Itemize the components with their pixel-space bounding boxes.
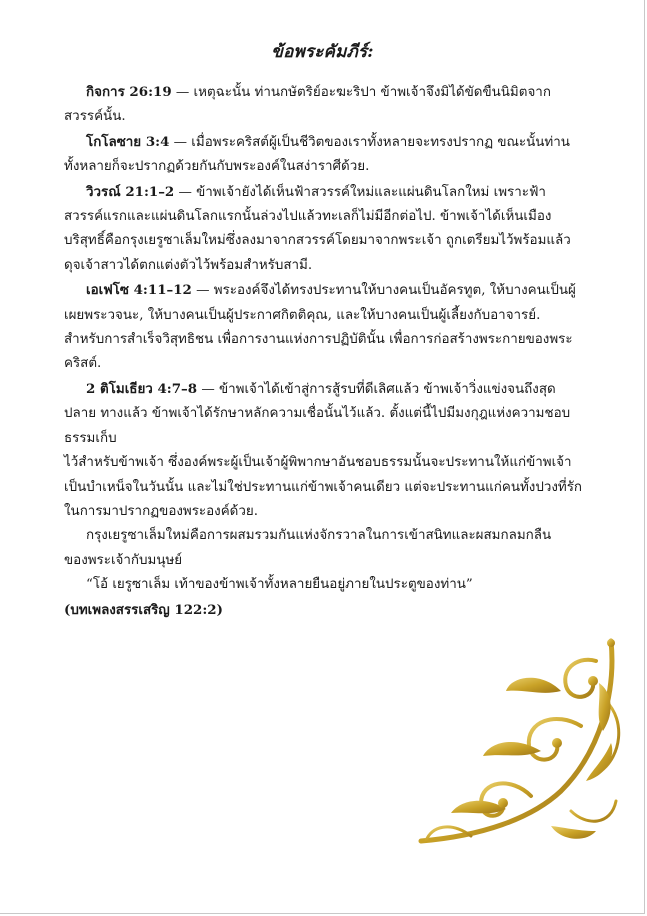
verse-acts [64,80,584,130]
statement-paragraph: กรุงเยรูซาเล็มใหม่คือการผสมรวมกันแห่งจักรวาลในการเข้าสนิทและผสมกลมกลืน [86,528,552,544]
verse-text: — พระองค์จึงได้ทรงประทานให้บางคนเป็นอัครทูต, ให้บางคนเป็นผู้เผยพระวจนะ, ให้บางคนเป็นผู้ประกาศกิตติคุณ, และให้บางคนเป็นผู้เลี้ยงกับอาจารย์. สำหรับการสำเร็จวิสุทธิชน เพื่อการงานแห่งการปฏิบัตินั้น เพื่อการก่อสร้างพระกายของพระคริสต์. [64,283,576,372]
verse-timothy [64,377,584,451]
verse-revelation [64,180,584,279]
verse-ref: วิวรณ์ 21:1–2 [86,183,175,200]
verse-ref: 2 ติโมเธียว 4:7–8 [86,380,198,397]
verse-text: — เหตุฉะนั้น ท่านกษัตริย์อะฆะริปา ข้าพเจ้าจึงมิได้ขัดขืนนิมิตจากสวรรค์นั้น. [64,85,551,125]
verse-text: — ข้าพเจ้าได้เข้าสู่การสู้รบที่ดีเลิศแล้ว ข้าพเจ้าวิ่งแข่งจนถึงสุดปลาย ทางแล้ว ข้าพเจ้าได้รักษาหลักความเชื่อนั้นไว้แล้ว. ตั้งแต่นี้ไปมีมงกุฎแห่งความชอบธรรมเก็บ [64,381,571,446]
verse-ref: เอเฟโซ 4:11–12 [86,282,192,299]
gold-floral-corner-ornament-icon [411,631,626,851]
verse-text: — เมื่อพระคริสต์ผู้เป็นชีวิตของเราทั้งหลายจะทรงปรากฏ ขณะนั้นท่านทั้งหลายก็จะปรากฏด้วยกันกับพระองค์ในสง่าราศีด้วย. [64,134,570,175]
verse-continuation: ไว้สำหรับข้าพเจ้า ซึ่งองค์พระผู้เป็นเจ้าผู้พิพากษาอันชอบธรรมนั้นจะประทานให้แก่ข้าพเจ้าเป็นบำเหน็จในวันนั้น และไม่ใช่ประทานแก่ข้าพเจ้าคนเดียว แต่จะประทานแก่คนทั้งปวงที่รักในการมาปรากฏของพระองค์ด้วย. [64,455,583,519]
verse-ref: โกโลซาย 3:4 [86,133,170,150]
psalm-citation: (บทเพลงสรรเสริญ 122:2) [64,601,223,618]
verse-text: — ข้าพเจ้ายังได้เห็นฟ้าสวรรค์ใหม่และแผ่นดินโลกใหม่ เพราะฟ้าสวรรค์แรกและแผ่นดินโลกแรกนั้นล่วงไปแล้วทะเลก็ไม่มีอีกต่อไป. ข้าพเจ้าได้เห็นเมืองบริสุทธิ์คือกรุงเยรูซาเล็มใหม่ซึ่งลงมาจากสวรรค์โดยมาจากพระเจ้า ถูกเตรียมไว้พร้อมแล้วดุจเจ้าสาวได้ตกแต่งตัวไว้พร้อมสำหรับสามี. [64,184,571,273]
verse-colossians [64,130,584,180]
verse-ref: กิจการ 26:19 [86,84,172,100]
psalm-quote: “โอ้ เยรูซาเล็ม เท้าของข้าพเจ้าทั้งหลายยืนอยู่ภายในประตูของท่าน” [86,577,473,593]
verse-ephesians [64,278,584,377]
page-title: ข้อพระคัมภีร์: [271,42,374,62]
statement-continuation: ของพระเจ้ากับมนุษย์ [64,552,183,568]
document-body [64,80,584,622]
